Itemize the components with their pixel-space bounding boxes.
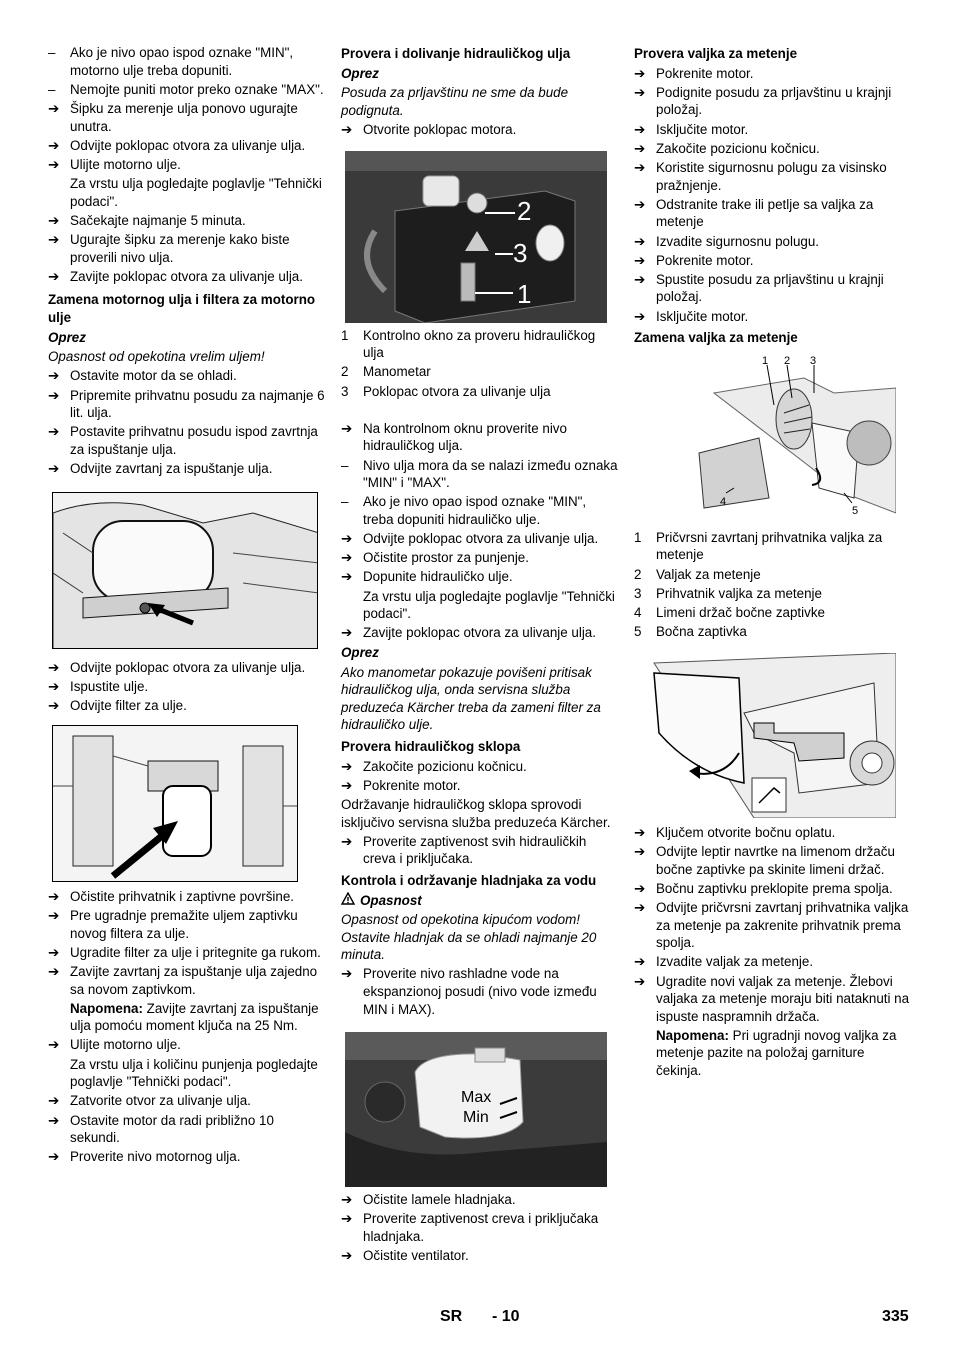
list-marker: ➔ <box>48 368 60 384</box>
list-item <box>341 457 619 492</box>
list-item-text: Zakočite pozicionu kočnicu. <box>656 140 820 156</box>
list-f <box>48 1036 326 1054</box>
list-marker: ➔ <box>634 973 646 989</box>
list-item-text: Ako je nivo opao ispod oznake "MIN", treba dopuniti hidrauličko ulje. <box>363 494 587 527</box>
list-item-text: Sačekajte najmanje 5 minuta. <box>70 212 246 228</box>
list-item <box>48 1148 326 1166</box>
warning-triangle-icon <box>341 892 355 910</box>
list-marker: ➔ <box>634 899 646 915</box>
note-b <box>48 1000 326 1035</box>
list-marker: 2 <box>341 364 349 380</box>
list-item-text: Odvijte poklopac otvora za ulivanje ulja. <box>363 531 599 547</box>
list-marker: ➔ <box>48 888 60 904</box>
list-marker: – <box>341 494 349 510</box>
list-item <box>634 880 912 898</box>
list-item-text: Proverite zaptivenost svih hidrauličkih creva i priključaka. <box>363 833 587 867</box>
list-item <box>634 121 912 139</box>
danger-label-text: Opasnost <box>360 892 422 908</box>
list-item-text: Proverite zaptivenost creva i priključaka hladnjaka. <box>363 1211 599 1245</box>
list-item <box>341 965 619 1018</box>
note <box>634 1027 912 1080</box>
list-item <box>634 84 912 119</box>
list-item <box>634 843 912 878</box>
section-heading: Provera i dolivanje hidrauličkog ulja <box>341 46 571 61</box>
list-e <box>341 833 619 868</box>
list-marker: ➔ <box>341 833 353 849</box>
list-item-text: Pokrenite motor. <box>656 252 754 268</box>
list-item-text: Očistite prihvatnik i zaptivne površine. <box>70 888 295 904</box>
caution-label: Oprez <box>48 329 86 345</box>
list-b <box>634 824 912 1026</box>
list-a <box>48 44 326 174</box>
column-2 <box>341 44 619 1266</box>
list-item-text: Ostavite motor da se ohladi. <box>70 368 237 384</box>
list-item-text: Odvijte poklopac otvora za ulivanje ulja. <box>70 137 306 153</box>
list-item-text: Odvijte filter za ulje. <box>70 698 187 714</box>
list-item <box>48 678 326 696</box>
list-b <box>48 212 326 286</box>
fig-label-min: Min <box>463 1109 489 1127</box>
fig-label-2: 2 <box>784 354 791 367</box>
list-a <box>341 121 619 139</box>
list-b <box>341 420 619 586</box>
list-item-text: Zakočite pozicionu kočnicu. <box>363 758 527 774</box>
list-item <box>341 121 619 139</box>
list-item <box>634 604 912 622</box>
list-item-text: Zavijte zavrtanj za ispuštanje ulja zajedno sa novom zaptivkom. <box>70 963 318 997</box>
list-marker: 5 <box>634 624 642 640</box>
list-marker: ➔ <box>48 907 60 923</box>
list-item-text: Ugradite novi valjak za metenje. Žlebovi valjaka za metenje moraju biti nataknuti na ispuste naspramnih držača. <box>656 973 910 1024</box>
coolant-tank-figure <box>345 1032 607 1187</box>
list-marker: ➔ <box>634 196 646 212</box>
list-item-text: Limeni držač bočne zaptivke <box>656 605 825 620</box>
list-item <box>48 231 326 266</box>
list-item-text: Izvadite sigurnosnu polugu. <box>656 233 820 249</box>
list-item <box>634 899 912 952</box>
drain-plug-figure <box>52 492 318 649</box>
list-item <box>634 159 912 194</box>
list-marker: ➔ <box>48 424 60 440</box>
list-marker: ➔ <box>48 1149 60 1165</box>
list-marker: ➔ <box>48 100 60 116</box>
list-item-text: Pričvrsni zavrtanj prihvatnika valjka za metenje <box>656 529 883 563</box>
caution-text: Opasnost od opekotina vrelim uljem! <box>48 349 265 365</box>
oil-filter-figure <box>52 725 298 882</box>
list-marker: – <box>48 45 56 60</box>
list-item <box>341 777 619 795</box>
note-text: Za vrstu ulja pogledajte poglavlje "Tehnički podaci". <box>70 176 322 209</box>
section-heading: Provera valjka za metenje <box>634 46 798 61</box>
fig-label-1: 1 <box>517 278 532 309</box>
note-text: Zavijte zavrtanj za ispuštanje ulja pomoću moment ključa na 25 Nm. <box>70 1000 319 1034</box>
caution-text: Posuda za prljavštinu ne sme da bude podignuta. <box>341 85 569 118</box>
list-marker: ➔ <box>341 1211 353 1227</box>
list-marker: ➔ <box>48 659 60 675</box>
footer-lang: SR <box>440 1308 463 1325</box>
section-heading: Zamena valjka za metenje <box>634 330 798 346</box>
side-seal-figure <box>634 653 896 818</box>
section-heading: Provera hidrauličkog sklopa <box>341 738 521 754</box>
list-c <box>341 624 619 642</box>
list-item-text: Poklopac otvora za ulivanje ulja <box>363 383 551 399</box>
legend <box>341 327 619 401</box>
list-marker: 4 <box>634 605 642 620</box>
list-item-text: Spustite posudu za prljavštinu u krajnji položaj. <box>656 271 884 305</box>
column-3 <box>634 44 912 1081</box>
list-marker: ➔ <box>341 569 353 585</box>
list-item-text: Bočna zaptivka <box>656 624 747 640</box>
list-item-text: Odvijte zavrtanj za ispuštanje ulja. <box>70 461 273 477</box>
list-marker: ➔ <box>341 531 353 547</box>
list-item-text: Prihvatnik valjka za metenje <box>656 585 822 601</box>
list-item-text: Odvijte pričvrsni zavrtanj prihvatnika valjka za metenje pa zakrenite prihvatnik prema spolja. <box>656 899 909 951</box>
fig-label-4: 4 <box>720 495 727 508</box>
list-marker: ➔ <box>634 140 646 156</box>
list-item-text: Bočnu zaptivku preklopite prema spolja. <box>656 880 893 896</box>
list-item-text: Ispustite ulje. <box>70 678 149 694</box>
caution-text: Ako manometar pokazuje povišeni pritisak hidrauličkog ulja, onda servisna služba preduzeća Kärcher treba da zameni filter za hidrauličko ulje. <box>341 664 601 733</box>
list-marker: ➔ <box>48 698 60 714</box>
list-item-text: Zavijte poklopac otvora za ulivanje ulja. <box>363 625 596 641</box>
list-marker: 1 <box>341 327 349 343</box>
list-item <box>634 196 912 231</box>
list-marker: ➔ <box>48 387 60 403</box>
list-marker: ➔ <box>48 963 60 979</box>
list-item <box>341 1191 619 1209</box>
list-item <box>48 367 326 385</box>
list-item <box>341 327 619 362</box>
list-item <box>48 907 326 942</box>
section-heading: Zamena motornog ulja i filtera za motorno ulje <box>48 292 316 326</box>
list-item-text: Ako je nivo opao ispod oznake "MIN", motorno ulje treba dopuniti. <box>70 45 294 78</box>
list-item-text: Na kontrolnom oknu proverite nivo hidrauličkog ulja. <box>363 420 567 454</box>
list-item-text: Ostavite motor da radi približno 10 sekundi. <box>70 1112 274 1146</box>
list-item-text: Manometar <box>363 364 431 380</box>
list-marker: ➔ <box>48 1112 60 1128</box>
list-f <box>341 965 619 1018</box>
list-item <box>341 530 619 548</box>
list-marker: ➔ <box>48 212 60 228</box>
list-item-text: Očistite lamele hladnjaka. <box>363 1192 516 1208</box>
list-item <box>634 140 912 158</box>
fig-label-1: 1 <box>762 354 769 367</box>
list-item <box>341 383 619 401</box>
list-item <box>48 137 326 155</box>
list-item-text: Odvijte leptir navrtke na limenom držaču bočne zaptivke pa skinite limeni držač. <box>656 843 895 877</box>
fig-label-3: 3 <box>810 354 817 367</box>
list-item-text: Šipku za merenje ulja ponovo ugurajte unutra. <box>70 100 298 134</box>
caution-label: Oprez <box>341 645 379 660</box>
list-item <box>634 824 912 842</box>
list-item <box>634 65 912 83</box>
list-marker: ➔ <box>634 65 646 81</box>
list-item-text: Ulijte motorno ulje. <box>70 156 181 172</box>
list-marker: ➔ <box>341 420 353 436</box>
list-item-text: Izvadite valjak za metenje. <box>656 954 814 970</box>
list-item <box>634 529 912 564</box>
list-item <box>48 268 326 286</box>
list-item <box>48 697 326 715</box>
list-marker: ➔ <box>341 777 353 793</box>
list-item <box>341 758 619 776</box>
list-item-text: Očistite prostor za punjenje. <box>363 550 529 566</box>
note-label: Napomena: <box>656 1027 729 1043</box>
danger-label <box>341 892 619 910</box>
note-text: Pri ugradnji novog valjka za metenje pazite na položaj garniture čekinja. <box>656 1027 897 1079</box>
list-marker: ➔ <box>634 880 646 896</box>
list-marker: ➔ <box>634 843 646 859</box>
list-marker: ➔ <box>341 1248 353 1264</box>
list-item <box>634 585 912 603</box>
list-item <box>341 363 619 381</box>
list-item <box>48 1112 326 1147</box>
list-item-text: Pokrenite motor. <box>656 65 754 81</box>
list-marker: ➔ <box>634 233 646 249</box>
list-item <box>341 549 619 567</box>
list-item <box>341 420 619 455</box>
list-marker: 1 <box>634 529 642 545</box>
section-heading: Kontrola i održavanje hladnjaka za vodu <box>341 872 597 888</box>
list-item <box>341 1247 619 1265</box>
list-item-text: Pre ugradnje premažite uljem zaptivku novog filtera za ulje. <box>70 907 298 941</box>
list-item-text: Zavijte poklopac otvora za ulivanje ulja. <box>70 268 303 284</box>
list-marker: ➔ <box>48 461 60 477</box>
list-marker: ➔ <box>634 271 646 287</box>
list-item-text: Postavite prihvatnu posudu ispod zavrtnja za ispuštanje ulja. <box>70 424 318 457</box>
list-item <box>634 233 912 251</box>
list-item-text: Proverite nivo motornog ulja. <box>70 1149 241 1165</box>
list-item <box>48 212 326 230</box>
list-item-text: Zatvorite otvor za ulivanje ulja. <box>70 1093 251 1109</box>
list-marker: ➔ <box>341 121 353 137</box>
list-item-text: Pokrenite motor. <box>363 777 461 793</box>
list-marker: ➔ <box>48 137 60 153</box>
list-marker: ➔ <box>48 678 60 694</box>
list-item-text: Proverite nivo rashladne vode na ekspanzionoj posudi (nivo vode između MIN i MAX). <box>363 966 597 1017</box>
fig-label-2: 2 <box>517 195 532 226</box>
list-marker: 3 <box>341 383 349 399</box>
list-item <box>634 623 912 641</box>
list-item <box>634 252 912 270</box>
list-marker: ➔ <box>634 824 646 840</box>
list-item-text: Nemojte puniti motor preko oznake "MAX". <box>70 81 324 97</box>
sweeping-roller-figure <box>634 353 896 525</box>
hydraulic-tank-figure <box>345 151 607 323</box>
list-item <box>634 953 912 971</box>
list-item <box>48 387 326 422</box>
list-item-text: Odstranite trake ili petlje sa valjka za metenje <box>656 196 874 230</box>
list-item <box>341 1210 619 1245</box>
danger-text: Opasnost od opekotina kipućom vodom! Ostavite hladnjak da se ohladi najmanje 20 minuta. <box>341 912 597 963</box>
list-item-text: Pripremite prihvatnu posudu za najmanje 6 lit. ulja. <box>70 387 325 421</box>
list-marker: ➔ <box>634 159 646 175</box>
list-marker: ➔ <box>634 252 646 268</box>
list-item <box>48 100 326 135</box>
page-number: 335 <box>882 1308 909 1325</box>
list-marker: ➔ <box>48 268 60 284</box>
list-c <box>48 367 326 477</box>
list-item-text: Očistite ventilator. <box>363 1248 469 1264</box>
list-marker: ➔ <box>634 84 646 100</box>
list-marker: ➔ <box>48 944 60 960</box>
list-item-text: Odvijte poklopac otvora za ulivanje ulja. <box>70 659 306 675</box>
list-item <box>634 973 912 1026</box>
list-item <box>341 624 619 642</box>
list-item-text: Ključem otvorite bočnu oplatu. <box>656 824 836 840</box>
list-item <box>634 308 912 326</box>
list-d <box>341 758 619 795</box>
list-item-text: Isključite motor. <box>656 121 749 137</box>
list-item <box>48 423 326 458</box>
list-item <box>48 81 326 99</box>
list-marker: 2 <box>634 566 642 582</box>
list-d <box>48 659 326 715</box>
list-marker: ➔ <box>48 156 60 172</box>
list-item <box>48 460 326 478</box>
list-item-text: Otvorite poklopac motora. <box>363 121 517 137</box>
list-item-text: Ulijte motorno ulje. <box>70 1037 181 1053</box>
legend <box>634 529 912 641</box>
note-c: Za vrstu ulja i količinu punjenja pogledajte poglavlje "Tehnički podaci". <box>70 1056 318 1090</box>
list-item <box>48 1092 326 1110</box>
list-item <box>48 44 326 79</box>
note-label: Napomena: <box>70 1000 143 1016</box>
list-item <box>634 566 912 584</box>
list-marker: ➔ <box>634 954 646 970</box>
list-marker: ➔ <box>48 232 60 248</box>
list-item-text: Isključite motor. <box>656 308 749 324</box>
list-item-text: Ugradite filter za ulje i pritegnite ga rukom. <box>70 944 321 960</box>
list-e <box>48 888 326 998</box>
list-item <box>48 963 326 998</box>
list-marker: 3 <box>634 585 642 601</box>
list-g <box>48 1092 326 1166</box>
paragraph: Održavanje hidrauličkog sklopa sprovodi isključivo servisna služba preduzeća Kärcher. <box>341 796 611 830</box>
list-marker: – <box>341 457 349 473</box>
list-item <box>634 271 912 306</box>
list-marker: ➔ <box>341 625 353 641</box>
column-1 <box>48 44 326 1168</box>
list-item-text: Podignite posudu za prljavštinu u krajnji položaj. <box>656 84 892 118</box>
list-item <box>48 156 326 174</box>
list-item-text: Ugurajte šipku za merenje kako biste proverili nivo ulja. <box>70 232 290 265</box>
fig-label-5: 5 <box>852 504 859 517</box>
list-item <box>48 944 326 962</box>
list-item-text: Kontrolno okno za proveru hidrauličkog ulja <box>363 327 596 361</box>
list-marker: ➔ <box>341 1192 353 1208</box>
list-item <box>48 1036 326 1054</box>
list-item <box>341 833 619 868</box>
list-marker: ➔ <box>634 308 646 324</box>
list-item <box>341 568 619 586</box>
fig-label-3: 3 <box>513 237 528 268</box>
list-g <box>341 1191 619 1265</box>
list-marker: ➔ <box>48 1037 60 1053</box>
list-marker: ➔ <box>48 1093 60 1109</box>
list-marker: ➔ <box>634 121 646 137</box>
list-item-text: Dopunite hidrauličko ulje. <box>363 569 513 585</box>
list-item-text: Nivo ulja mora da se nalazi između oznaka "MIN" i "MAX". <box>363 457 618 491</box>
list-item-text: Valjak za metenje <box>656 566 761 582</box>
list-marker: ➔ <box>341 966 353 982</box>
list-item-text: Koristite sigurnosnu polugu za visinsko pražnjenje. <box>656 159 887 193</box>
list-a <box>634 65 912 326</box>
note-text: Za vrstu ulja pogledajte poglavlje "Tehnički podaci". <box>363 588 615 622</box>
footer-section: - 10 <box>492 1308 520 1325</box>
list-item <box>341 493 619 528</box>
list-marker: – <box>48 81 56 97</box>
fig-label-max: Max <box>461 1089 492 1107</box>
list-item <box>48 659 326 677</box>
list-marker: ➔ <box>341 550 353 566</box>
list-marker: ➔ <box>341 758 353 774</box>
list-item <box>48 888 326 906</box>
caution-label: Oprez <box>341 65 379 81</box>
